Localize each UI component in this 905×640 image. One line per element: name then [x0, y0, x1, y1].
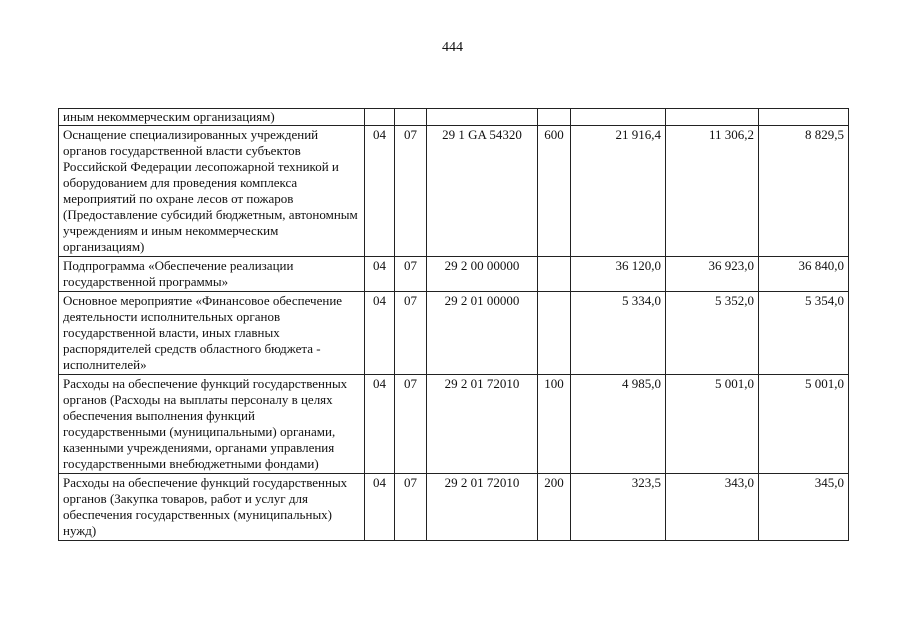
table-row — [59, 109, 849, 126]
row-subsection: 07 — [395, 375, 427, 474]
row-amount-year2: 5 352,0 — [666, 292, 759, 375]
row-amount-year3: 8 829,5 — [759, 126, 849, 257]
row-expense-type: 200 — [538, 474, 571, 541]
row-target-code: 29 1 GA 54320 — [427, 126, 538, 257]
row-amount-year2: 5 001,0 — [666, 375, 759, 474]
page-number: 444 — [442, 40, 463, 55]
row-subsection: 07 — [395, 257, 427, 292]
row-amount-year2 — [666, 109, 759, 126]
table-row — [59, 474, 849, 541]
row-name: Основное мероприятие «Финансовое обеспечение деятельности исполнительных органов государственной власти, иных главных распорядителей средств областного бюджета - исполнителей» — [59, 292, 365, 375]
row-expense-type: 100 — [538, 375, 571, 474]
row-target-code: 29 2 01 72010 — [427, 474, 538, 541]
row-target-code: 29 2 01 72010 — [427, 375, 538, 474]
row-name: иным некоммерческим организациям) — [59, 109, 365, 126]
row-target-code: 29 2 00 00000 — [427, 257, 538, 292]
row-section: 04 — [365, 375, 395, 474]
row-amount-year1 — [571, 109, 666, 126]
row-amount-year3: 345,0 — [759, 474, 849, 541]
row-name: Расходы на обеспечение функций государственных органов (Закупка товаров, работ и услуг для обеспечения государственных (муниципальных) нужд) — [59, 474, 365, 541]
row-subsection: 07 — [395, 126, 427, 257]
table-row — [59, 375, 849, 474]
row-subsection — [395, 109, 427, 126]
table-row — [59, 126, 849, 257]
row-subsection: 07 — [395, 474, 427, 541]
row-amount-year2: 11 306,2 — [666, 126, 759, 257]
row-amount-year1: 4 985,0 — [571, 375, 666, 474]
row-amount-year1: 36 120,0 — [571, 257, 666, 292]
row-section: 04 — [365, 292, 395, 375]
row-expense-type — [538, 109, 571, 126]
row-expense-type: 600 — [538, 126, 571, 257]
row-amount-year3: 5 001,0 — [759, 375, 849, 474]
row-section: 04 — [365, 126, 395, 257]
row-target-code: 29 2 01 00000 — [427, 292, 538, 375]
row-amount-year1: 5 334,0 — [571, 292, 666, 375]
row-amount-year2: 343,0 — [666, 474, 759, 541]
table-row — [59, 292, 849, 375]
row-section — [365, 109, 395, 126]
row-amount-year1: 323,5 — [571, 474, 666, 541]
row-expense-type — [538, 292, 571, 375]
row-section: 04 — [365, 474, 395, 541]
row-subsection: 07 — [395, 292, 427, 375]
row-expense-type — [538, 257, 571, 292]
row-amount-year1: 21 916,4 — [571, 126, 666, 257]
row-name: Оснащение специализированных учреждений органов государственной власти субъектов Российской Федерации лесопожарной техникой и оборудованием для проведения комплекса мероприятий по охране лесов от пожаров (Предоставление субсидий бюджетным, автономным учреждениям и иным некоммерческим организациям) — [59, 126, 365, 257]
row-section: 04 — [365, 257, 395, 292]
row-amount-year3 — [759, 109, 849, 126]
row-target-code — [427, 109, 538, 126]
table-row — [59, 257, 849, 292]
row-amount-year2: 36 923,0 — [666, 257, 759, 292]
row-amount-year3: 36 840,0 — [759, 257, 849, 292]
budget-table — [58, 108, 849, 541]
row-amount-year3: 5 354,0 — [759, 292, 849, 375]
row-name: Расходы на обеспечение функций государственных органов (Расходы на выплаты персоналу в целях обеспечения выполнения функций государственными (муниципальными) органами, казенными учреждениями, органами управления государственными внебюджетными фондами) — [59, 375, 365, 474]
row-name: Подпрограмма «Обеспечение реализации государственной программы» — [59, 257, 365, 292]
